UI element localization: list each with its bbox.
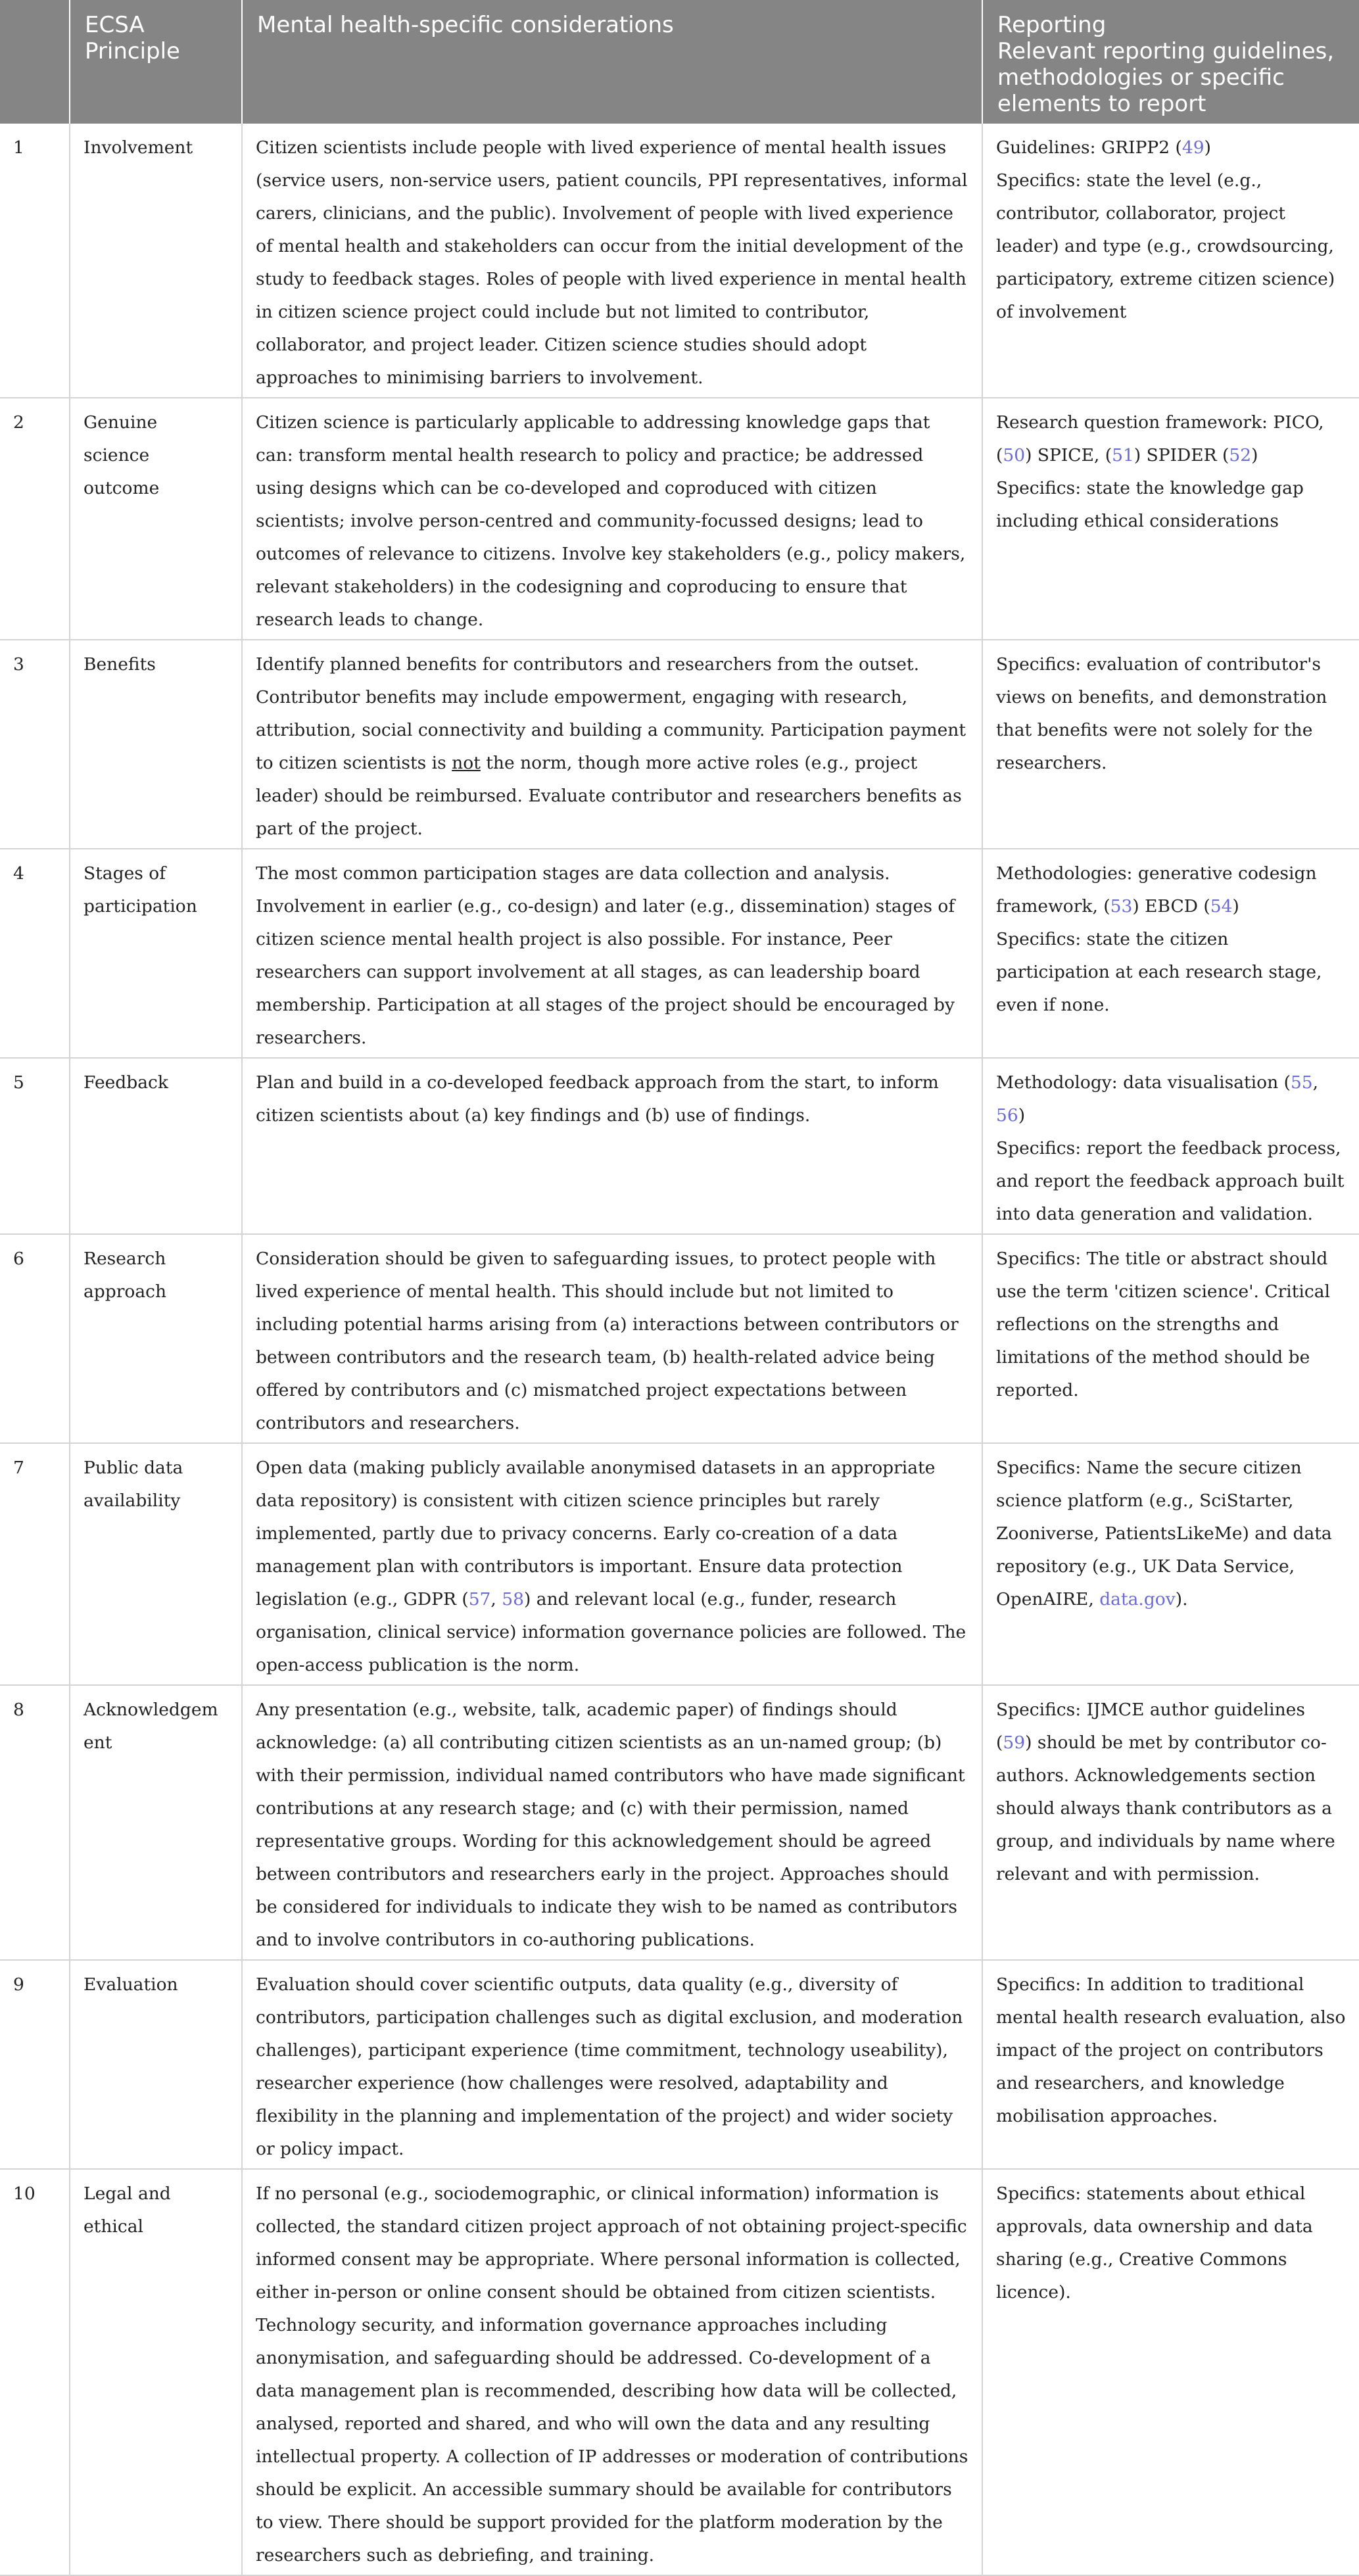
row-number: 1 — [0, 124, 70, 398]
row-number: 9 — [0, 1960, 70, 2169]
table-row — [0, 1960, 1359, 2169]
citation-link[interactable]: 51 — [1112, 445, 1134, 465]
row-number: 7 — [0, 1443, 70, 1685]
header-considerations: Mental health-specific considerations — [242, 0, 982, 124]
table-row — [0, 1443, 1359, 1685]
row-number: 4 — [0, 849, 70, 1058]
citation-link[interactable]: 49 — [1181, 137, 1204, 158]
row-reporting — [982, 1058, 1359, 1234]
row-considerations: Plan and build in a co-developed feedback approach from the start, to inform citizen scientists about (a) key findings and (b) use of findings. — [242, 1058, 982, 1234]
table-header-row — [0, 0, 1359, 124]
row-principle: Involvement — [70, 124, 242, 398]
row-principle: Benefits — [70, 640, 242, 849]
row-principle: Evaluation — [70, 1960, 242, 2169]
citation-link[interactable]: 57 — [468, 1589, 491, 1610]
row-principle: Feedback — [70, 1058, 242, 1234]
row-principle: Legal and ethical — [70, 2169, 242, 2575]
row-number: 5 — [0, 1058, 70, 1234]
citation-link[interactable]: 54 — [1210, 896, 1233, 917]
row-number: 8 — [0, 1685, 70, 1960]
table-row — [0, 398, 1359, 640]
row-considerations: Citizen scientists include people with lived experience of mental health issues (service users, non-service users, patient councils, PPI representatives, informal carers, clinicians, and the public). Involvement of people with lived experience of mental health and stakeholders can occur from the initial development of the study to feedback stages. Roles of people with lived experience in mental health in citizen science project could include but not limited to contributor, collaborator, and project leader. Citizen science studies should adopt approaches to minimising barriers to involvement. — [242, 124, 982, 398]
row-number: 2 — [0, 398, 70, 640]
row-reporting — [982, 640, 1359, 849]
header-reporting — [982, 0, 1359, 124]
reporting-line: Specifics: state the level (e.g., contributor, collaborator, project leader) and type (e.g., crowdsourcing, participatory, extreme citizen science) of involvement — [996, 170, 1335, 322]
reporting-line: Specifics: Name the secure citizen science platform (e.g., SciStarter, Zooniverse, PatientsLikeMe) and data repository (e.g., UK Data Service, OpenAIRE, data.gov). — [996, 1458, 1332, 1610]
reporting-line: Specifics: evaluation of contributor's views on benefits, and demonstration that benefits were not solely for the researchers. — [996, 654, 1327, 773]
reporting-line: Specifics: statements about ethical approvals, data ownership and data sharing (e.g., Creative Commons licence). — [996, 2183, 1313, 2302]
row-number: 3 — [0, 640, 70, 849]
row-reporting — [982, 2169, 1359, 2575]
citation-link[interactable]: 53 — [1110, 896, 1133, 917]
reporting-line: Specifics: state the knowledge gap including ethical considerations — [996, 478, 1304, 531]
citation-link[interactable]: 55 — [1290, 1072, 1313, 1093]
row-considerations: Citizen science is particularly applicable to addressing knowledge gaps that can: transform mental health research to policy and practice; be addressed using designs which can be co-developed and coproduced with citizen scientists; involve person-centred and community-focussed designs; lead to outcomes of relevance to citizens. Involve key stakeholders (e.g., policy makers, relevant stakeholders) in the codesigning and coproducing to ensure that research leads to change. — [242, 398, 982, 640]
reporting-line: Specifics: IJMCE author guidelines (59) should be met by contributor co-authors. Acknowledgements section should always thank contributors as a group, and individuals by name where relevant and with permission. — [996, 1700, 1335, 1884]
reporting-line: Guidelines: GRIPP2 (49) — [996, 137, 1211, 158]
emphasis-not: not — [452, 753, 481, 773]
row-considerations: Evaluation should cover scientific outputs, data quality (e.g., diversity of contributors, participation challenges such as digital exclusion, and moderation challenges), participant experience (time commitment, technology useability), researcher experience (how challenges were resolved, adaptability and flexibility in the planning and implementation of the project) and wider society or policy impact. — [242, 1960, 982, 2169]
row-considerations: The most common participation stages are data collection and analysis. Involvement in earlier (e.g., co-design) and later (e.g., dissemination) stages of citizen science mental health project is also possible. For instance, Peer researchers can support involvement at all stages, as can leadership board membership. Participation at all stages of the project should be encouraged by researchers. — [242, 849, 982, 1058]
row-reporting — [982, 1685, 1359, 1960]
table-row — [0, 124, 1359, 398]
header-number — [0, 0, 70, 124]
row-considerations: Identify planned benefits for contributors and researchers from the outset. Contributor benefits may include empowerment, engaging with research, attribution, social connectivity and building a community. Participation payment to citizen scientists is not the norm, though more active roles (e.g., project leader) should be reimbursed. Evaluate contributor and researchers benefits as part of the project. — [242, 640, 982, 849]
table-row — [0, 2169, 1359, 2575]
citation-link[interactable]: 56 — [996, 1105, 1018, 1126]
table-row — [0, 1685, 1359, 1960]
row-reporting — [982, 1443, 1359, 1685]
row-number: 6 — [0, 1234, 70, 1443]
row-considerations: Any presentation (e.g., website, talk, academic paper) of findings should acknowledge: (a) all contributing citizen scientists as an un-named group; (b) with their permission, individual named contributors who have made significant contributions at any research stage; and (c) with their permission, named representative groups. Wording for this acknowledgement should be agreed between contributors and researchers early in the project. Approaches should be considered for individuals to indicate they wish to be named as contributors and to involve contributors in co-authoring publications. — [242, 1685, 982, 1960]
row-reporting — [982, 124, 1359, 398]
row-reporting — [982, 1234, 1359, 1443]
row-principle: Genuine science outcome — [70, 398, 242, 640]
citation-link[interactable]: 52 — [1229, 445, 1252, 465]
reporting-line: Research question framework: PICO, (50) SPICE, (51) SPIDER (52) — [996, 412, 1324, 465]
table-row — [0, 640, 1359, 849]
row-principle: Stages of participation — [70, 849, 242, 1058]
row-reporting — [982, 849, 1359, 1058]
row-considerations: If no personal (e.g., sociodemographic, or clinical information) information is collected, the standard citizen project approach of not obtaining project-specific informed consent may be appropriate. Where personal information is collected, either in-person or online consent should be obtained from citizen scientists. Technology security, and information governance approaches including anonymisation, and safeguarding should be addressed. Co-development of a data management plan is recommended, describing how data will be collected, analysed, reported and shared, and who will own the data and any resulting intellectual property. A collection of IP addresses or moderation of contributions should be explicit. An accessible summary should be available for contributors to view. There should be support provided for the platform moderation by the researchers such as debriefing, and training. — [242, 2169, 982, 2575]
table-row — [0, 1058, 1359, 1234]
citation-link[interactable]: 58 — [502, 1589, 525, 1610]
table-row — [0, 849, 1359, 1058]
reporting-line: Specifics: In addition to traditional mental health research evaluation, also impact of the project on contributors and researchers, and knowledge mobilisation approaches. — [996, 1974, 1346, 2126]
reporting-line: Methodologies: generative codesign framework, (53) EBCD (54) — [996, 863, 1317, 917]
row-reporting — [982, 398, 1359, 640]
row-considerations: Consideration should be given to safeguarding issues, to protect people with lived experience of mental health. This should include but not limited to including potential harms arising from (a) interactions between contributors or between contributors and the research team, (b) health-related advice being offered by contributors and (c) mismatched project expectations between contributors and researchers. — [242, 1234, 982, 1443]
reporting-line: Specifics: state the citizen participation at each research stage, even if none. — [996, 929, 1322, 1015]
header-reporting-subtitle: Relevant reporting guidelines, methodologies or specific elements to report — [997, 38, 1335, 117]
row-number: 10 — [0, 2169, 70, 2575]
row-principle: Research approach — [70, 1234, 242, 1443]
row-considerations: Open data (making publicly available anonymised datasets in an appropriate data repository) is consistent with citizen science principles but rarely implemented, partly due to privacy concerns. Early co-creation of a data management plan with contributors is important. Ensure data protection legislation (e.g., GDPR (57, 58) and relevant local (e.g., funder, research organisation, clinical service) information governance policies are followed. The open-access publication is the norm. — [242, 1443, 982, 1685]
table-row — [0, 1234, 1359, 1443]
data-gov-link[interactable]: data.gov — [1099, 1589, 1176, 1610]
reporting-line: Methodology: data visualisation (55, 56) — [996, 1072, 1319, 1126]
row-reporting — [982, 1960, 1359, 2169]
reporting-line: Specifics: The title or abstract should use the term 'citizen science'. Critical reflections on the strengths and limitations of the method should be reported. — [996, 1249, 1330, 1400]
header-principle: ECSA Principle — [70, 0, 242, 124]
reporting-line: Specifics: report the feedback process, and report the feedback approach built into data generation and validation. — [996, 1138, 1345, 1224]
header-reporting-title: Reporting — [997, 12, 1107, 38]
row-principle: Acknowledgement — [70, 1685, 242, 1960]
citation-link[interactable]: 50 — [1003, 445, 1026, 465]
citation-link[interactable]: 59 — [1003, 1732, 1026, 1753]
row-principle: Public data availability — [70, 1443, 242, 1685]
